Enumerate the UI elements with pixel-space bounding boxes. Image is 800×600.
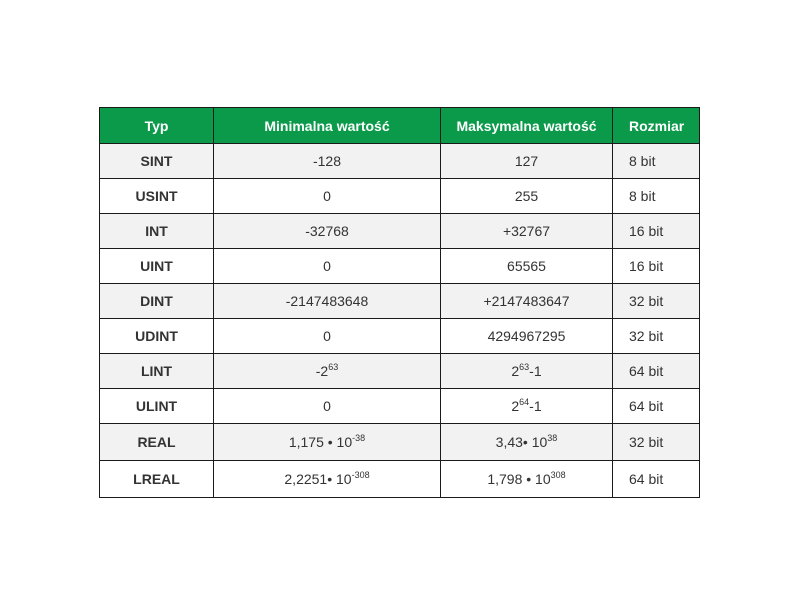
cell-size: 32 bit xyxy=(613,319,700,354)
cell-type: REAL xyxy=(100,424,214,461)
header-max-value: Maksymalna wartość xyxy=(441,108,613,144)
max-exponent: 64 xyxy=(519,397,530,407)
cell-size: 16 bit xyxy=(613,214,700,249)
max-exponent: 38 xyxy=(547,433,558,443)
max-base: 3,43• 10 xyxy=(495,434,548,450)
cell-min xyxy=(214,424,441,461)
cell-max: 4294967295 xyxy=(441,319,613,354)
header-size: Rozmiar xyxy=(613,108,700,144)
cell-max: +32767 xyxy=(441,214,613,249)
cell-type: SINT xyxy=(100,144,214,179)
min-exponent: -308 xyxy=(351,470,370,480)
cell-min xyxy=(214,354,441,389)
cell-min: -2147483648 xyxy=(214,284,441,319)
cell-type: USINT xyxy=(100,179,214,214)
header-type: Typ xyxy=(100,108,214,144)
min-base: 1,175 • 10 xyxy=(288,434,353,450)
cell-type: INT xyxy=(100,214,214,249)
table-row xyxy=(100,354,700,389)
cell-size: 64 bit xyxy=(613,461,700,498)
data-types-table-container xyxy=(99,107,699,498)
min-base: -2 xyxy=(315,363,329,379)
table-row xyxy=(100,424,700,461)
cell-type: UDINT xyxy=(100,319,214,354)
max-base: 2 xyxy=(511,398,520,414)
cell-size: 8 bit xyxy=(613,179,700,214)
data-types-table xyxy=(99,107,700,498)
cell-type: DINT xyxy=(100,284,214,319)
min-exponent: -38 xyxy=(352,433,366,443)
cell-max: 255 xyxy=(441,179,613,214)
cell-type: ULINT xyxy=(100,389,214,424)
cell-max xyxy=(441,389,613,424)
cell-type: LINT xyxy=(100,354,214,389)
max-exponent: 63 xyxy=(519,362,530,372)
table-row xyxy=(100,249,700,284)
max-base: 2 xyxy=(511,363,520,379)
cell-min: 0 xyxy=(214,179,441,214)
min-base: 2,2251• 10 xyxy=(284,471,352,487)
cell-type: LREAL xyxy=(100,461,214,498)
cell-max: 65565 xyxy=(441,249,613,284)
cell-max xyxy=(441,354,613,389)
cell-type: UINT xyxy=(100,249,214,284)
cell-min: -128 xyxy=(214,144,441,179)
cell-max xyxy=(441,461,613,498)
cell-max: +2147483647 xyxy=(441,284,613,319)
min-exponent: 63 xyxy=(328,362,339,372)
cell-min: -32768 xyxy=(214,214,441,249)
cell-size: 64 bit xyxy=(613,354,700,389)
cell-size: 32 bit xyxy=(613,284,700,319)
table-header-row xyxy=(100,108,700,144)
cell-size: 32 bit xyxy=(613,424,700,461)
max-exponent: 308 xyxy=(550,470,566,480)
cell-size: 16 bit xyxy=(613,249,700,284)
table-row xyxy=(100,389,700,424)
max-suffix: -1 xyxy=(529,363,542,379)
max-suffix: -1 xyxy=(529,398,542,414)
cell-min xyxy=(214,461,441,498)
cell-max xyxy=(441,424,613,461)
table-row xyxy=(100,284,700,319)
header-min-value: Minimalna wartość xyxy=(214,108,441,144)
cell-max: 127 xyxy=(441,144,613,179)
cell-size: 8 bit xyxy=(613,144,700,179)
cell-min: 0 xyxy=(214,389,441,424)
table-row xyxy=(100,214,700,249)
table-row xyxy=(100,319,700,354)
table-row xyxy=(100,179,700,214)
table-row xyxy=(100,461,700,498)
cell-min: 0 xyxy=(214,249,441,284)
max-base: 1,798 • 10 xyxy=(487,471,551,487)
table-row xyxy=(100,144,700,179)
cell-size: 64 bit xyxy=(613,389,700,424)
cell-min: 0 xyxy=(214,319,441,354)
